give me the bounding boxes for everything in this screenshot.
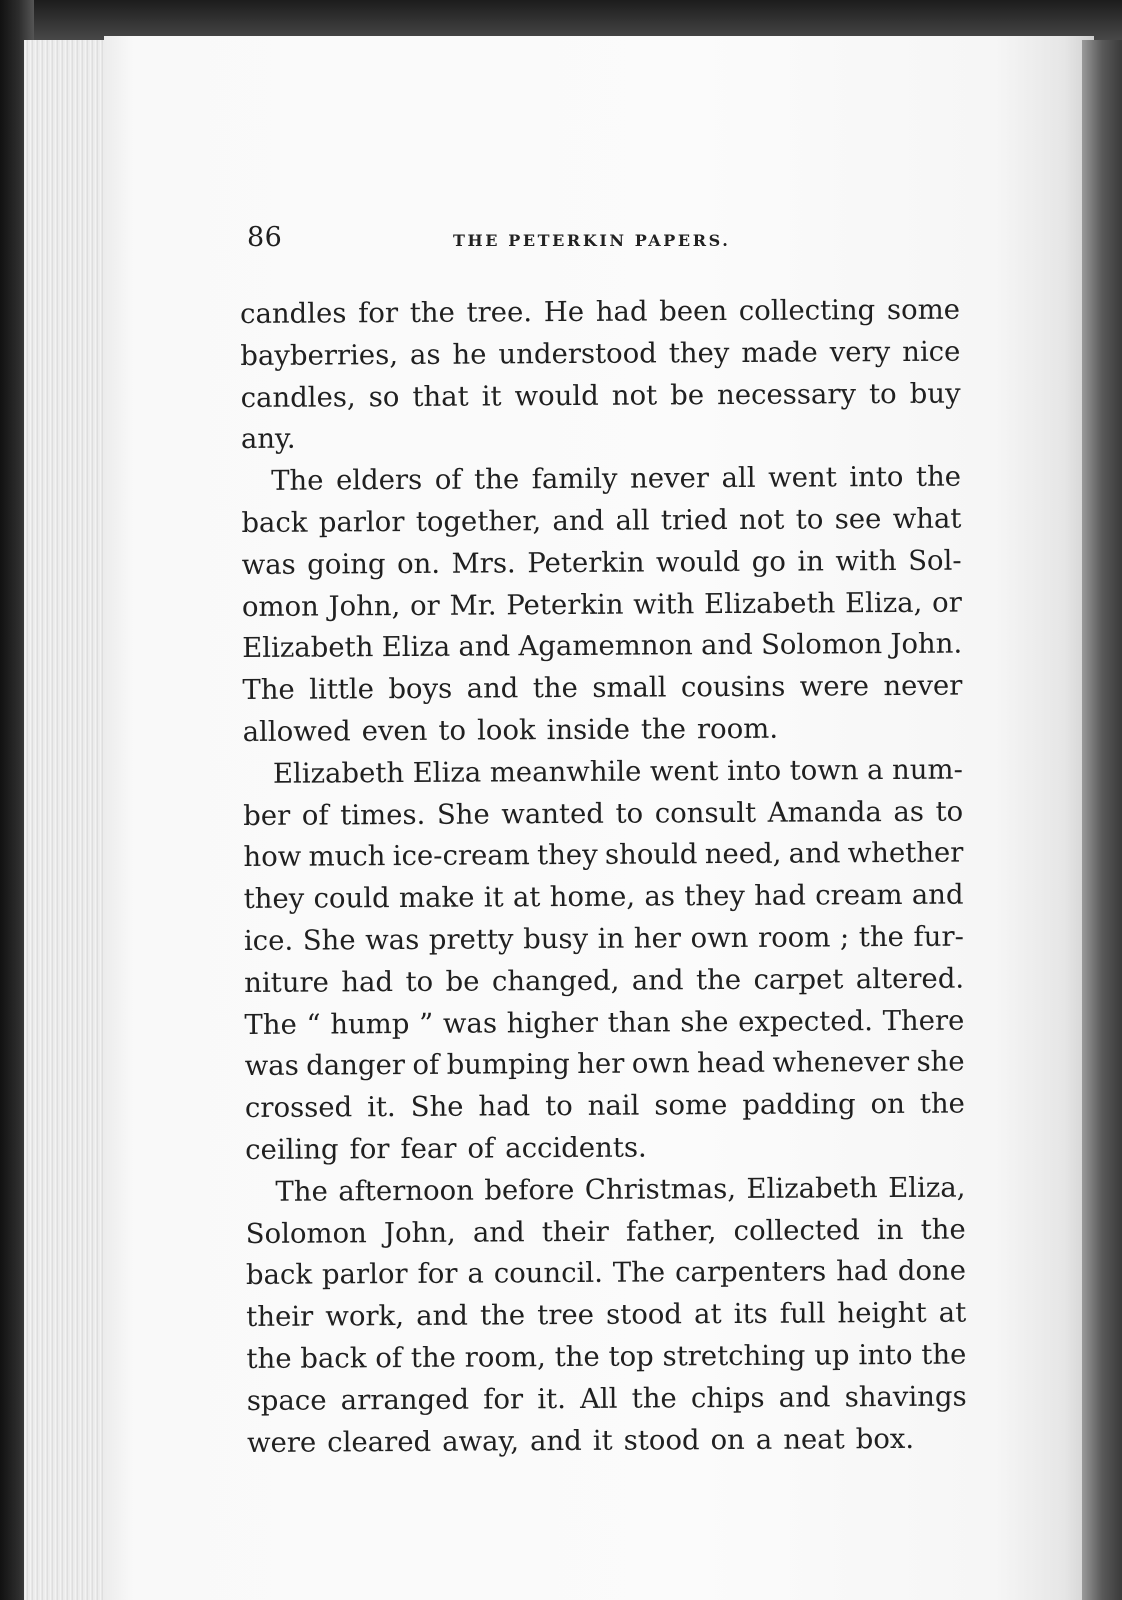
- word: ber: [243, 799, 291, 832]
- word: pretty: [428, 923, 514, 956]
- text-line: [243, 749, 963, 795]
- word: collected: [733, 1213, 860, 1247]
- word: She: [302, 924, 356, 957]
- word: ”: [419, 1007, 434, 1040]
- word: wanted: [501, 797, 605, 830]
- word: her: [633, 922, 682, 955]
- word: elders: [335, 464, 423, 497]
- word: Elizabeth: [242, 631, 374, 665]
- word: head: [697, 1047, 766, 1080]
- word: away,: [442, 1424, 520, 1458]
- word: would: [514, 379, 599, 412]
- word: going: [307, 547, 386, 581]
- word: chips: [690, 1381, 765, 1414]
- word: it: [592, 1424, 613, 1457]
- word: own: [631, 1047, 690, 1080]
- word: necessary: [716, 377, 857, 411]
- word: it.: [367, 1091, 396, 1124]
- word: at: [938, 1296, 967, 1329]
- text-line: [240, 290, 960, 336]
- word: was: [442, 1006, 498, 1040]
- word: all: [721, 462, 756, 495]
- word: and: [778, 1381, 831, 1414]
- text-line: [245, 1167, 965, 1213]
- word: its: [733, 1297, 768, 1331]
- word: inside: [546, 713, 631, 747]
- word: allowed: [242, 715, 351, 748]
- word: parlor: [318, 505, 405, 539]
- word: than: [607, 1005, 671, 1039]
- word: back: [300, 1342, 367, 1375]
- word: not: [738, 503, 785, 536]
- word: the: [409, 296, 455, 329]
- word: the: [915, 460, 962, 494]
- word: to: [438, 714, 467, 747]
- word: cream: [815, 879, 903, 912]
- word: neat: [783, 1422, 845, 1456]
- word: Peterkin: [527, 546, 645, 580]
- text-line: [243, 708, 963, 754]
- word: be: [670, 378, 705, 411]
- word: times.: [340, 798, 426, 831]
- word: stretching: [662, 1339, 806, 1373]
- word: buy: [909, 377, 961, 410]
- word: had: [478, 1090, 531, 1123]
- word: went: [649, 754, 719, 788]
- word: “: [306, 1008, 321, 1041]
- word: for: [483, 1383, 524, 1416]
- word: never: [629, 462, 710, 495]
- word: Eliza,: [844, 586, 923, 619]
- word: to: [405, 965, 434, 998]
- word: the: [554, 1340, 600, 1374]
- word: that: [412, 380, 469, 413]
- word: her: [577, 1048, 625, 1081]
- word: some: [654, 1089, 728, 1122]
- word: and: [530, 1424, 582, 1457]
- word: father,: [625, 1214, 717, 1248]
- word: top: [608, 1340, 654, 1373]
- word: of: [375, 1341, 403, 1375]
- word: the: [640, 713, 687, 746]
- text-line: [243, 791, 963, 837]
- word: the: [920, 1213, 966, 1246]
- word: carpenters: [674, 1255, 827, 1289]
- word: he: [452, 338, 487, 371]
- text-line: [241, 373, 961, 419]
- word: any.: [240, 423, 296, 456]
- word: was: [241, 548, 296, 581]
- word: they: [668, 336, 730, 370]
- word: made: [741, 336, 818, 369]
- word: shavings: [844, 1380, 967, 1414]
- word: stood: [623, 1423, 700, 1457]
- word: Sol-: [908, 544, 962, 577]
- word: she: [916, 1045, 965, 1079]
- word: together,: [415, 505, 542, 538]
- word: cleared: [327, 1425, 432, 1459]
- word: altered.: [855, 962, 965, 996]
- word: family: [531, 462, 618, 496]
- word: and: [700, 629, 753, 662]
- word: they: [537, 839, 598, 872]
- page-edges: [24, 40, 114, 1600]
- word: on: [710, 1423, 745, 1456]
- word: was: [244, 1049, 299, 1083]
- word: on.: [396, 547, 441, 580]
- word: candles: [240, 297, 347, 330]
- word: town: [789, 753, 859, 787]
- word: it: [483, 881, 504, 914]
- word: Solomon: [760, 628, 883, 662]
- word: and: [458, 630, 511, 664]
- word: Christmas,: [584, 1172, 737, 1206]
- running-title: THE PETERKIN PAPERS.: [453, 231, 731, 250]
- word: num-: [891, 753, 963, 786]
- word: in: [597, 922, 625, 955]
- word: even: [361, 714, 428, 748]
- word: fur-: [913, 920, 964, 953]
- word: ice-cream: [392, 839, 530, 873]
- word: higher: [506, 1006, 599, 1039]
- right-edge-shadow: [1082, 40, 1122, 1600]
- text-line: [247, 1376, 967, 1422]
- word: for: [417, 1258, 458, 1291]
- word: tried: [660, 504, 728, 537]
- word: with: [835, 544, 897, 578]
- word: own: [690, 921, 749, 955]
- word: make: [398, 881, 475, 915]
- word: the: [695, 963, 742, 996]
- text-line: [246, 1293, 966, 1339]
- word: of: [467, 1132, 495, 1165]
- word: had: [754, 879, 806, 913]
- word: box.: [855, 1422, 915, 1455]
- word: little: [309, 673, 375, 706]
- word: Mrs.: [451, 547, 516, 580]
- word: and: [552, 504, 605, 538]
- word: There: [882, 1004, 965, 1037]
- word: the: [858, 920, 904, 954]
- text-line: [243, 833, 963, 879]
- word: John,: [328, 589, 401, 623]
- word: accidents.: [505, 1131, 647, 1165]
- word: fear: [400, 1132, 457, 1165]
- text-line: [241, 457, 961, 503]
- word: The: [271, 464, 324, 498]
- word: the: [479, 1299, 526, 1332]
- word: their: [541, 1215, 609, 1248]
- word: so: [368, 380, 400, 413]
- word: what: [892, 502, 962, 536]
- word: a: [467, 1257, 484, 1290]
- text-line: [242, 540, 962, 586]
- word: meanwhile: [489, 755, 642, 789]
- word: crossed: [244, 1091, 353, 1125]
- word: padding: [742, 1088, 856, 1122]
- word: nice: [902, 335, 961, 368]
- word: back: [241, 506, 308, 539]
- word: and: [631, 964, 684, 997]
- word: candles,: [240, 380, 356, 414]
- text-line: [246, 1335, 966, 1381]
- word: work,: [325, 1300, 405, 1333]
- word: they: [243, 882, 305, 916]
- word: as: [409, 338, 441, 371]
- word: much: [308, 840, 386, 873]
- word: bumping: [446, 1048, 570, 1082]
- text-line: [245, 1126, 965, 1172]
- word: arranged: [340, 1383, 470, 1417]
- word: stood: [606, 1298, 683, 1331]
- word: Elizabeth: [703, 586, 836, 620]
- word: consult: [654, 796, 757, 830]
- word: very: [829, 335, 891, 369]
- text-line: [245, 1084, 965, 1130]
- word: and: [416, 1299, 468, 1333]
- word: afternoon: [338, 1174, 474, 1208]
- word: not: [611, 379, 658, 412]
- word: into: [858, 1338, 913, 1372]
- word: room.: [696, 712, 779, 746]
- word: she: [680, 1005, 729, 1038]
- text-line: [242, 666, 962, 712]
- word: were: [246, 1426, 317, 1459]
- word: Eliza: [381, 631, 451, 664]
- word: for: [358, 297, 399, 330]
- word: a: [867, 753, 884, 786]
- word: or: [409, 589, 440, 622]
- word: collecting: [738, 294, 876, 327]
- word: the: [532, 672, 578, 705]
- body-text: [240, 290, 967, 1465]
- word: carpet: [753, 963, 844, 996]
- word: changed,: [491, 964, 620, 998]
- word: went: [768, 461, 837, 494]
- text-line: [242, 624, 962, 670]
- word: parlor: [321, 1258, 408, 1291]
- word: the: [474, 463, 520, 496]
- word: whenever: [772, 1046, 910, 1080]
- text-line: [244, 1000, 964, 1046]
- word: expected.: [738, 1004, 874, 1038]
- word: space: [246, 1384, 327, 1417]
- word: home,: [549, 880, 636, 914]
- word: ice.: [243, 924, 294, 957]
- word: never: [883, 669, 963, 703]
- word: and: [911, 878, 964, 912]
- word: bayberries,: [240, 338, 399, 372]
- word: as: [893, 795, 925, 828]
- word: busy: [523, 922, 589, 956]
- word: go: [751, 545, 787, 578]
- word: danger: [306, 1049, 406, 1082]
- word: to: [795, 503, 824, 536]
- word: and: [788, 837, 841, 871]
- text-line: [241, 415, 961, 461]
- word: it.: [537, 1382, 566, 1415]
- word: height: [837, 1296, 927, 1330]
- word: into: [726, 754, 782, 787]
- word: in: [876, 1213, 904, 1246]
- word: to: [615, 797, 644, 830]
- word: tree: [537, 1298, 595, 1332]
- word: had: [341, 965, 394, 999]
- text-line: [240, 331, 960, 377]
- text-line: [242, 582, 962, 628]
- word: nail: [587, 1089, 640, 1123]
- text-line: [246, 1251, 966, 1297]
- word: at: [694, 1298, 722, 1331]
- word: The: [275, 1175, 328, 1208]
- word: be: [445, 965, 480, 998]
- page-header: [247, 222, 967, 258]
- word: All: [579, 1382, 618, 1415]
- word: He: [543, 295, 585, 329]
- word: into: [849, 461, 904, 494]
- word: and: [472, 1215, 525, 1249]
- page-number: 86: [247, 222, 283, 253]
- word: hump: [330, 1007, 410, 1041]
- word: see: [834, 503, 882, 536]
- word: had: [595, 295, 648, 328]
- word: were: [799, 670, 870, 703]
- word: cousins: [680, 670, 786, 704]
- word: some: [886, 293, 961, 327]
- word: was: [365, 923, 420, 957]
- word: or: [931, 586, 962, 619]
- text-line: [244, 917, 964, 963]
- word: John.: [890, 627, 963, 661]
- word: Elizabeth: [746, 1171, 878, 1205]
- word: The: [242, 673, 295, 707]
- word: omon: [241, 590, 319, 623]
- word: up: [814, 1339, 850, 1372]
- text-line: [245, 1042, 965, 1088]
- word: whether: [847, 836, 964, 870]
- word: She: [410, 1090, 464, 1124]
- word: council.: [493, 1257, 603, 1290]
- word: of: [301, 799, 329, 832]
- word: Peterkin: [506, 588, 624, 621]
- word: Mr.: [449, 589, 497, 622]
- word: could: [313, 882, 390, 915]
- word: full: [779, 1297, 826, 1330]
- word: Eliza,: [888, 1171, 966, 1204]
- word: The: [244, 1008, 297, 1041]
- word: The: [612, 1256, 666, 1290]
- word: the: [410, 1341, 457, 1374]
- text-line: [247, 1418, 967, 1464]
- word: they: [684, 880, 745, 913]
- word: should: [604, 838, 698, 872]
- word: as: [644, 880, 676, 913]
- word: to: [545, 1090, 573, 1123]
- word: had: [836, 1255, 888, 1288]
- word: boys: [388, 672, 453, 706]
- word: understood: [498, 337, 657, 371]
- word: the: [919, 1087, 965, 1121]
- word: been: [659, 295, 728, 328]
- word: at: [512, 881, 541, 914]
- word: how: [243, 840, 302, 874]
- text-line: [244, 875, 964, 921]
- word: room: [757, 921, 831, 954]
- word: niture: [244, 966, 330, 999]
- word: on: [870, 1088, 905, 1121]
- word: before: [484, 1173, 575, 1207]
- word: Solomon: [245, 1216, 367, 1250]
- word: of: [434, 463, 462, 497]
- word: Eliza: [412, 756, 482, 789]
- word: done: [897, 1254, 967, 1288]
- word: back: [245, 1258, 313, 1292]
- word: the: [246, 1342, 292, 1375]
- word: Amanda: [767, 795, 882, 829]
- word: for: [349, 1133, 390, 1166]
- word: and: [466, 672, 519, 705]
- word: in: [797, 545, 825, 578]
- word: the: [631, 1382, 677, 1415]
- word: need,: [704, 838, 782, 871]
- word: John,: [383, 1216, 456, 1249]
- word: it: [481, 379, 502, 413]
- word: room,: [464, 1341, 546, 1374]
- word: to: [868, 377, 897, 410]
- word: small: [592, 671, 667, 705]
- word: ceiling: [245, 1133, 339, 1166]
- word: all: [615, 504, 650, 537]
- word: Elizabeth: [272, 756, 405, 790]
- word: would: [655, 545, 741, 579]
- word: She: [436, 798, 490, 831]
- word: look: [476, 714, 536, 747]
- text-line: [241, 499, 961, 545]
- text-line: [246, 1209, 966, 1255]
- text-line: [244, 958, 964, 1004]
- word: tree.: [466, 296, 533, 329]
- word: of: [412, 1049, 440, 1082]
- word: the: [921, 1338, 967, 1371]
- word: their: [246, 1300, 314, 1334]
- word: a: [755, 1423, 773, 1456]
- word: to: [935, 795, 964, 828]
- word: ;: [839, 921, 850, 954]
- word: with: [633, 587, 695, 621]
- word: Agamemnon: [518, 629, 693, 663]
